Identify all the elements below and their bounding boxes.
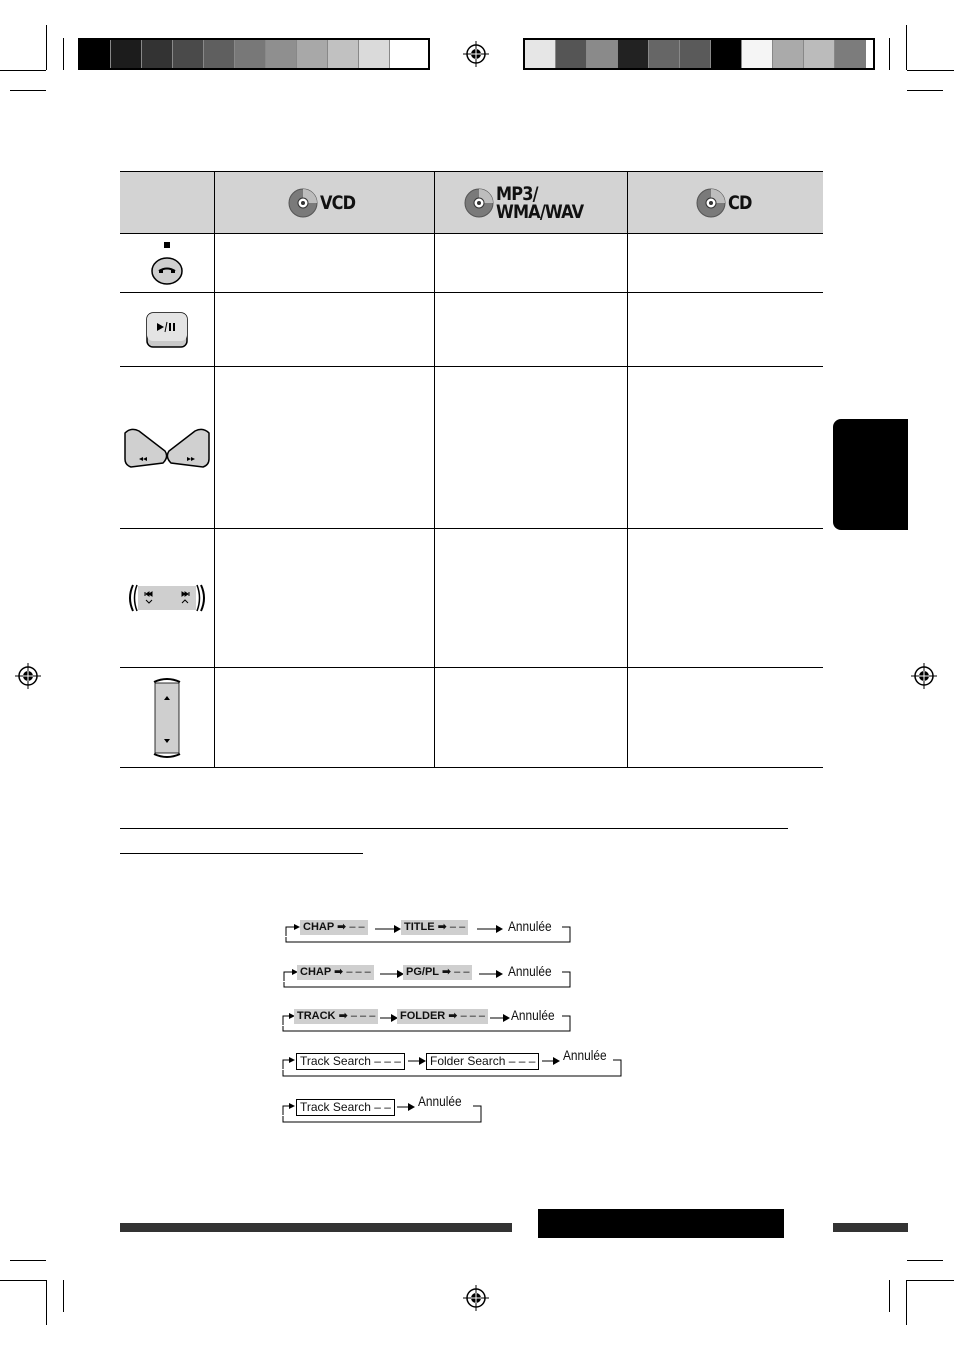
- flow-item-track-search: Track Search – – –: [296, 1053, 405, 1070]
- color-swatch: [835, 40, 866, 68]
- flow-item-track-search: Track Search – –: [296, 1099, 395, 1116]
- row-icon-cell: [120, 668, 215, 768]
- crop-mark: [10, 1260, 46, 1261]
- arrow-icon: [477, 925, 503, 933]
- footer-page-block: [538, 1209, 784, 1238]
- crop-mark: [10, 90, 46, 91]
- flow-end-label: Annulée: [511, 1007, 555, 1023]
- crop-mark: [889, 1280, 890, 1312]
- arrow-icon: [479, 970, 503, 978]
- color-swatch: [297, 40, 328, 68]
- vcd-cell: [215, 668, 435, 768]
- color-swatch: [711, 40, 742, 68]
- crop-mark: [0, 1280, 46, 1281]
- table-row: [120, 367, 823, 529]
- header-cd: [628, 172, 824, 234]
- header-label: CD: [727, 191, 752, 214]
- table-row: [120, 529, 823, 668]
- footer-rule-left: [120, 1223, 512, 1232]
- header-label: VCD: [319, 191, 355, 214]
- crop-mark: [907, 1280, 954, 1281]
- search-flow-diagrams: [280, 916, 640, 1131]
- color-swatch: [359, 40, 390, 68]
- stop-button-icon: [149, 240, 185, 286]
- flow-end-label: Annulée: [508, 918, 552, 934]
- crop-mark: [907, 70, 954, 71]
- mp3-cell: [435, 293, 628, 367]
- table-header-row: [120, 172, 823, 234]
- arrow-icon: [397, 1103, 415, 1111]
- cd-cell: [628, 529, 824, 668]
- arrow-icon: ➡: [448, 1010, 458, 1022]
- registration-mark-left: [15, 663, 41, 689]
- flow-item-folder: FOLDER ➡ – – –: [397, 1009, 488, 1024]
- color-swatch: [235, 40, 266, 68]
- up-down-control-icon: [151, 676, 183, 760]
- color-swatch: [142, 40, 173, 68]
- header-mp3-wma-wav: [435, 172, 628, 234]
- flow-row: [280, 961, 580, 981]
- flow-end-label: Annulée: [508, 963, 552, 979]
- flow-row: [280, 1005, 580, 1025]
- vcd-cell: [215, 234, 435, 293]
- color-swatch: [80, 40, 111, 68]
- color-swatch: [773, 40, 804, 68]
- vcd-cell: [215, 293, 435, 367]
- disc-icon: [464, 188, 494, 218]
- arrow-icon: [380, 970, 404, 978]
- table-row: [120, 293, 823, 367]
- mp3-cell: [435, 234, 628, 293]
- crop-mark: [906, 25, 907, 70]
- cd-cell: [628, 668, 824, 768]
- table-row: [120, 234, 823, 293]
- crop-mark: [907, 90, 943, 91]
- row-icon-cell: [120, 367, 215, 529]
- arrow-icon: ➡: [437, 921, 447, 933]
- disc-icon: [288, 188, 318, 218]
- crop-mark: [906, 1280, 907, 1325]
- arrow-icon: [375, 925, 401, 933]
- crop-mark: [63, 1280, 64, 1312]
- mp3-cell: [435, 668, 628, 768]
- arrow-icon: ➡: [338, 1010, 348, 1022]
- color-swatch: [111, 40, 142, 68]
- color-swatch: [173, 40, 204, 68]
- flow-item-track: TRACK ➡ – – –: [294, 1009, 378, 1024]
- arrow-icon: ➡: [441, 966, 452, 978]
- color-swatch: [742, 40, 773, 68]
- arrow-icon: ➡: [337, 921, 347, 933]
- arrow-icon: [490, 1014, 510, 1022]
- registration-mark-top: [463, 41, 489, 67]
- registration-mark-bottom: [463, 1285, 489, 1311]
- row-icon-cell: [120, 234, 215, 293]
- color-swatch: [328, 40, 359, 68]
- color-bar-right: [523, 38, 875, 70]
- arrow-icon: ➡: [334, 966, 344, 978]
- crop-mark: [46, 25, 47, 70]
- vcd-cell: [215, 367, 435, 529]
- color-swatch: [804, 40, 835, 68]
- color-swatch: [525, 40, 556, 68]
- crop-mark: [907, 1260, 943, 1261]
- section-rule-short: [120, 853, 363, 854]
- header-vcd: [215, 172, 435, 234]
- flow-item-pgpl: PG/PL ➡ – –: [403, 965, 472, 980]
- flow-end-label: Annulée: [563, 1047, 607, 1063]
- flow-row: [280, 1095, 490, 1115]
- play-pause-button-icon: [144, 310, 190, 350]
- crop-mark: [46, 1280, 47, 1325]
- arrow-icon: [380, 1014, 398, 1022]
- color-swatch: [204, 40, 235, 68]
- color-swatch: [390, 40, 421, 68]
- section-rule-long: [120, 828, 788, 829]
- color-swatch: [587, 40, 618, 68]
- arrow-icon: [408, 1057, 426, 1065]
- color-swatch: [556, 40, 587, 68]
- rewind-fastforward-buttons-icon: [121, 425, 213, 471]
- flow-item-folder-search: Folder Search – – –: [426, 1053, 539, 1070]
- table-row: [120, 668, 823, 768]
- disc-operations-table: [120, 171, 822, 768]
- row-icon-cell: [120, 293, 215, 367]
- flow-end-label: Annulée: [418, 1093, 462, 1109]
- crop-mark: [889, 38, 890, 70]
- row-icon-cell: [120, 529, 215, 668]
- arrow-icon: [542, 1057, 560, 1065]
- cd-cell: [628, 367, 824, 529]
- cd-cell: [628, 234, 824, 293]
- registration-mark-right: [911, 663, 937, 689]
- color-swatch: [618, 40, 649, 68]
- color-swatch: [266, 40, 297, 68]
- flow-item-chap: CHAP ➡ – – –: [297, 965, 374, 980]
- color-bar-left: [78, 38, 430, 70]
- footer-rule-right: [833, 1223, 908, 1232]
- crop-mark: [63, 38, 64, 70]
- header-label: MP3/ WMA/WAV: [495, 182, 583, 223]
- flow-row: [280, 1049, 630, 1069]
- mp3-cell: [435, 367, 628, 529]
- flow-item-chap: CHAP ➡ – –: [300, 920, 368, 935]
- color-swatch: [649, 40, 680, 68]
- color-swatch: [680, 40, 711, 68]
- crop-mark: [0, 70, 46, 71]
- skip-prev-next-buttons-icon: [127, 582, 207, 614]
- cd-cell: [628, 293, 824, 367]
- disc-icon: [696, 188, 726, 218]
- side-language-tab: [833, 419, 908, 530]
- header-empty-cell: [120, 172, 215, 234]
- flow-item-title: TITLE ➡ – –: [401, 920, 468, 935]
- vcd-cell: [215, 529, 435, 668]
- flow-row: [280, 916, 580, 936]
- mp3-cell: [435, 529, 628, 668]
